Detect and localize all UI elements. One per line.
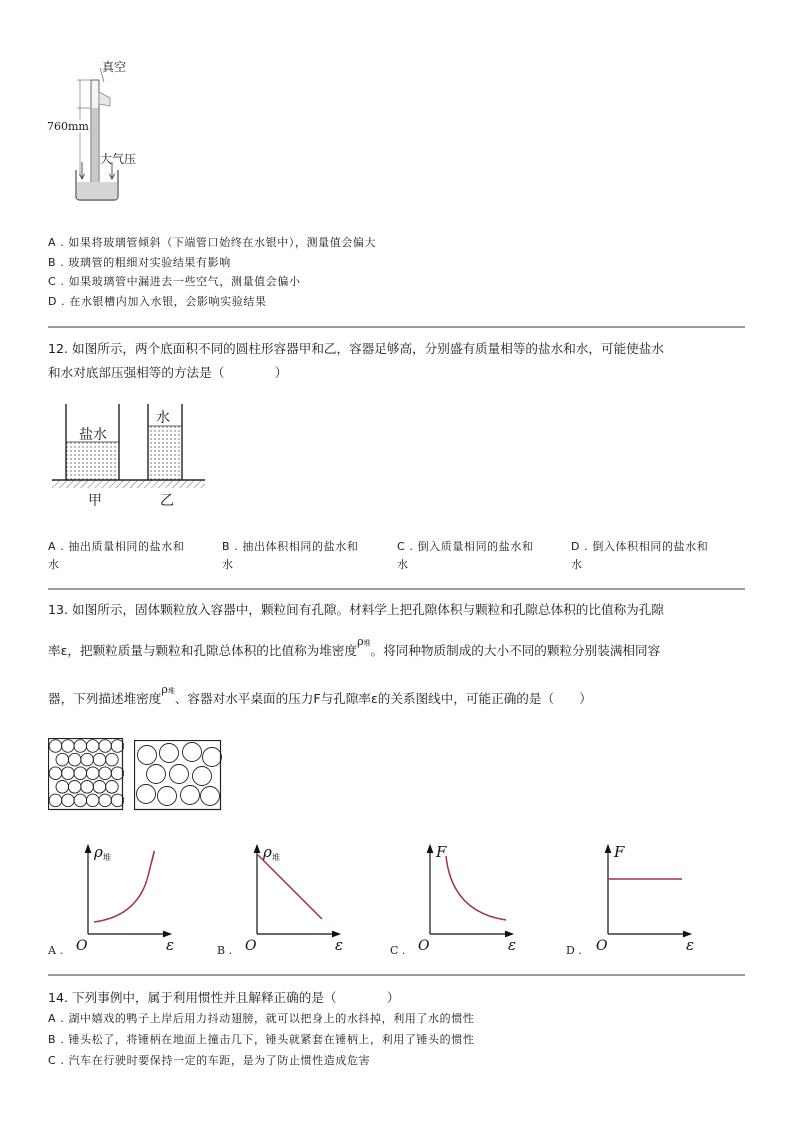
y-axis-label: ρ <box>94 843 103 861</box>
q11-option-d: D . 在水银槽内加入水银，会影响实验结果 <box>48 295 267 308</box>
salt-water-label: 盐水 <box>79 427 107 443</box>
q14-option-a: A . 湖中嬉戏的鸭子上岸后用力抖动翅膀，就可以把身上的水抖掉，利用了水的惯性 <box>48 1012 475 1025</box>
q12-option-c-line2: 水 <box>397 558 409 571</box>
divider <box>48 326 745 328</box>
dui-subscript: 堆 <box>363 639 371 647</box>
q14-stem: 14. 下列事例中，属于利用惯性并且解释正确的是（ ） <box>48 990 400 1005</box>
q12-option-d-line1: D . 倒入体积相同的盐水和 <box>571 540 709 553</box>
origin-label: O <box>76 938 88 954</box>
y-axis-label: F <box>614 843 625 861</box>
graph-c <box>390 838 520 960</box>
containers-figure <box>50 398 210 516</box>
q11-option-b: B . 玻璃管的粗细对实验结果有影响 <box>48 256 231 269</box>
height-label: 760mm <box>47 120 89 133</box>
origin-label: O <box>596 938 608 954</box>
x-axis-label: ε <box>166 936 175 954</box>
q14-option-b: B . 锤头松了，将锤柄在地面上撞击几下，锤头就紧套在锤柄上，利用了锤头的惯性 <box>48 1033 475 1046</box>
origin-label: O <box>245 938 257 954</box>
y-axis-arrow <box>427 845 433 853</box>
q13-line1: 13. 如图所示，固体颗粒放入容器中，颗粒间有孔隙。材料学上把孔隙体积与颗粒和孔隙总体积的比值称为孔隙 <box>48 602 664 617</box>
graph-curve <box>446 856 506 920</box>
water-label: 水 <box>156 410 170 426</box>
x-axis-label: ε <box>508 936 517 954</box>
q12-option-d-line2: 水 <box>571 558 583 571</box>
small-particles-box <box>48 738 124 811</box>
q14-option-c: C . 汽车在行驶时要保持一定的车距，是为了防止惯性造成危害 <box>48 1054 371 1067</box>
q12-stem-line2: 和水对底部压强相等的方法是（ ） <box>48 365 288 380</box>
q12-option-b-line1: B . 抽出体积相同的盐水和 <box>222 540 359 553</box>
jia-label: 甲 <box>88 493 102 509</box>
q13-line2 <box>48 635 661 659</box>
large-particles-box <box>134 740 222 811</box>
graph-d <box>566 838 700 960</box>
vacuum-label: 真空 <box>102 60 127 74</box>
origin-label: O <box>418 938 430 954</box>
q11-option-a: A . 如果将玻璃管倾斜（下端管口始终在水银中），测量值会偏大 <box>48 236 377 249</box>
q13-line3-text-a: 器，下列描述堆密度 <box>48 691 162 706</box>
x-axis-label: ε <box>686 936 695 954</box>
q12-option-b-line2: 水 <box>222 558 234 571</box>
y-axis-arrow <box>254 845 260 853</box>
y-axis-arrow <box>85 845 91 853</box>
q12-option-c-line1: C . 倒入质量相同的盐水和 <box>397 540 534 553</box>
y-axis-subscript: 堆 <box>103 853 111 862</box>
yi-label: 乙 <box>160 493 174 509</box>
q13-line3 <box>48 683 592 707</box>
q11-option-c: C . 如果玻璃管中漏进去一些空气，测量值会偏小 <box>48 275 301 288</box>
y-axis-arrow <box>605 845 611 853</box>
rho-symbol: ρ <box>161 683 168 696</box>
graph-letter: D . <box>566 944 582 957</box>
graph-a <box>48 838 178 960</box>
atm-label: 大气压 <box>100 152 137 166</box>
q12-stem-line1: 12. 如图所示，两个底面积不同的圆柱形容器甲和乙，容器足够高，分别盛有质量相等的盐水和水，可能使盐水 <box>48 341 664 356</box>
graph-b <box>217 838 347 960</box>
q12-option-a-line1: A . 抽出质量相同的盐水和 <box>48 540 185 553</box>
graph-curve <box>258 855 322 919</box>
rho-symbol: ρ <box>357 635 364 648</box>
q13-line2-text-a: 率ε，把颗粒质量与颗粒和孔隙总体积的比值称为堆密度 <box>48 643 358 658</box>
graph-letter: B . <box>217 944 233 957</box>
divider <box>48 974 745 976</box>
q13-line3-text-b: 、容器对水平桌面的压力F与孔隙率ε的关系图线中，可能正确的是（ ） <box>174 691 592 706</box>
graph-letter: C . <box>390 944 406 957</box>
y-axis-subscript: 堆 <box>272 853 280 862</box>
graph-letter: A . <box>48 944 63 957</box>
dui-subscript: 堆 <box>167 687 175 695</box>
x-axis-label: ε <box>335 936 344 954</box>
divider <box>48 588 745 590</box>
y-axis-label: F <box>436 843 447 861</box>
q13-line2-text-b: 。将同种物质制成的大小不同的颗粒分别装满相同容 <box>370 643 661 658</box>
y-axis-label: ρ <box>263 843 272 861</box>
q12-option-a-line2: 水 <box>48 558 60 571</box>
